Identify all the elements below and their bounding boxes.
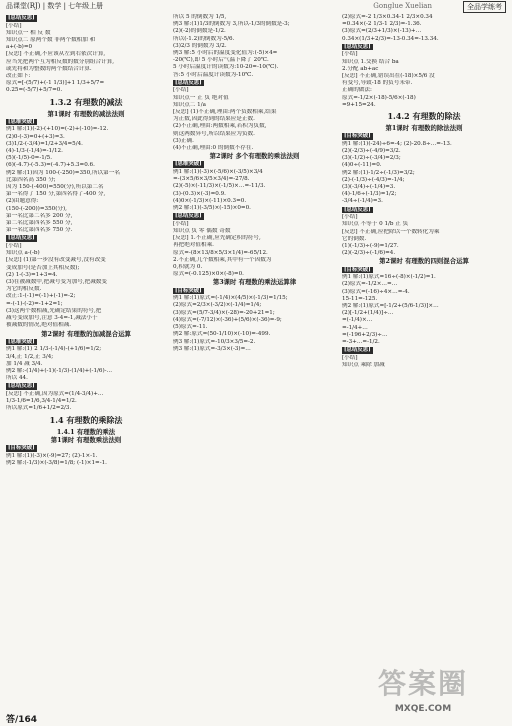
answer-line: (2)0-(-3)=0+(+3)=3. — [6, 133, 65, 140]
answer-line: (5)(-1/5)-0=-1/5. — [6, 155, 52, 162]
answer-line: (3)(-1/2)÷(-3/4)=2/3; — [342, 155, 401, 162]
answer-line: [反思] 不正确,因为原式=(1/4-3/4)+… — [6, 390, 104, 397]
answer-line: 例3 解:(1)原式=-3/3×(-3)=… — [173, 345, 251, 352]
answer-line: (4)原式=(-7/12)×(-36)+(5/6)×(-36)=-9; — [173, 316, 282, 323]
answer-line: 0.34×(1/3+2/3)=-13-0.34=-13.34. — [342, 35, 439, 42]
answer-line: 例1 解:(1)原式=(-1/4)×(4/5)×(-1/3)=1/15; — [173, 295, 288, 302]
answer-line: 所以 44. — [6, 375, 28, 382]
answer-line: 15-11=-125. — [342, 295, 378, 302]
lesson-heading: 第1课时 有理数的除法法则 — [385, 124, 463, 133]
section-tag: [总结反思] — [175, 213, 202, 220]
answer-line: -20(℃),即 5 小时后气温下降了 20℃. — [173, 57, 269, 64]
answer-line: 加 1/4 减 3/4. — [6, 360, 43, 367]
answer-line: (3)在被减数中,把减号变为加号,把减数变 — [6, 279, 107, 286]
answer-line: 它的倒数. — [342, 235, 367, 242]
answer-line: 2.不正确,几个数相乘,其中有一个因数为 — [173, 256, 272, 263]
answer-line: [小结] — [173, 220, 189, 227]
section-tag: [目标突破] — [344, 133, 371, 140]
header-book-title: 品课堂(RJ) | 数学 | 七年级上册 — [6, 2, 104, 10]
answer-line: 第一名比第二名多 200 分, — [6, 212, 73, 219]
header-brand-box: 全品学练考 — [463, 1, 506, 13]
answer-line: (150-(-200))=350(分), — [6, 205, 67, 212]
answer-line: =9+15=24. — [342, 101, 376, 108]
answer-line: (2) 1-(-3)=1+3=4. — [6, 271, 58, 278]
answer-line: 有变号,导致-18 的负号未带. — [342, 80, 413, 87]
answer-line: 例1 解:(1)(-2)-(+10)=(-2)+(-10)=-12. — [6, 126, 109, 133]
answer-line: 知识点 乘除 加减 — [342, 362, 385, 369]
section-tag: [总结反思] — [8, 235, 35, 242]
lesson-heading: 第2课时 有理数的加减混合运算 — [41, 329, 131, 338]
answer-line: 例2 解:(1)原式=[-1/2+(5/6-1/3)]×… — [342, 303, 439, 310]
answer-column-right — [342, 14, 506, 369]
answer-line: (3)这两个数相减,先确定结果的符号,把 — [6, 307, 102, 314]
header-middle-text: Gonglue Xuelian — [373, 2, 432, 10]
watermark-site: MXQE.COM — [394, 704, 452, 714]
section-tag: [目标突破] — [8, 444, 35, 451]
lesson-heading: 第3课时 有理数的乘法运算律 — [212, 278, 297, 287]
answer-line: (4)不正确,理由:0 的倒数不存在. — [173, 145, 254, 152]
answer-line: 例2 解:-(1/4)+(-1)(-1/3)-(1/4)+(-1/6)-… — [6, 367, 113, 374]
answer-line: [反思] 不正确,应把除以一个数转化为乘 — [342, 228, 440, 235]
answer-line: 3/4,正 1/2,正 3/4; — [6, 353, 54, 360]
section-tag: [目标突破] — [344, 266, 371, 273]
answer-line: 所以 5 的倒数为 1/5, — [173, 14, 227, 20]
answer-line: (2)由题意得: — [6, 198, 39, 205]
lesson-heading: 1.4.1 有理数的乘法 — [56, 427, 116, 436]
answer-line: 被减数的情况,绝对值相减. — [6, 322, 72, 329]
answer-line: 改正:1-(-1)=(-1)+(-1)=-2; — [6, 293, 76, 300]
answer-line: (2)(-2)的倒数是-1/2. — [173, 28, 226, 35]
answer-line: [反思] 不正确,错误出在(-18)×5/6 没 — [342, 73, 435, 80]
section-tag: [思维突破] — [8, 118, 35, 125]
answer-line: 例1 解:(1)(-24)÷6=-4; (2)-20.8÷…=-13. — [342, 140, 452, 147]
answer-line: 变成加号(是否加上其相反数); — [6, 264, 80, 271]
answer-line: 正确的做法: — [342, 87, 372, 94]
answer-line: [小结] — [342, 51, 358, 58]
section-tag: [总结反思] — [8, 383, 35, 390]
answer-line: [反思] 不正确,不应该从左到右依次计算, — [6, 51, 106, 58]
answer-line: (4)0÷(-11)=0. — [342, 162, 382, 169]
answer-line: 为正数,因此得到的结果应是正数. — [173, 116, 255, 123]
answer-line: (2)(-2/3)÷(-4/9)=3/2. — [342, 148, 401, 155]
answer-line: 原式=[-(5/7)+(-1 1/3)]+1 1/3+5/7= — [6, 80, 105, 87]
page-header — [0, 0, 512, 12]
answer-line: (4)-1/6÷(-1/3)=1/2; — [342, 191, 397, 198]
answer-line: (3)(-3/4)÷(-1/4)=3. — [342, 184, 396, 191]
answer-line: 0,积就为 0. — [173, 264, 203, 271]
answer-line: [反思] (1)第一步没有改变减号,没有改变 — [6, 257, 106, 264]
answer-line: (2)(-2/3)÷(-1/6)=4. — [342, 250, 396, 257]
answer-line: 例1 解:(1)原式=16÷(-8)×(-1/2)=1. — [342, 274, 436, 281]
section-heading: 1.4 有理数的乘除法 — [49, 414, 123, 425]
answer-line: =(-1/4)×… — [342, 317, 373, 324]
answer-line: [反思] 1.不正确,应先确定积的符号, — [173, 235, 261, 242]
answer-line: =-(3×5/6×3/5×3/4)=-27/8. — [173, 176, 250, 183]
answer-line: [小结] — [6, 22, 22, 29]
answer-line: [小结] — [6, 243, 22, 250]
answer-line: 比第四名高 350 分; — [6, 176, 56, 183]
answer-line: 为它的相反数. — [6, 286, 42, 293]
answer-line: 或先将和为整数的两个数结合计算. — [6, 65, 92, 72]
answer-line: -3/4÷(-1/4)=3. — [342, 198, 383, 205]
answer-line: [小结] — [342, 354, 358, 361]
answer-line: 则这两数异号,所以结果应为负数. — [173, 130, 255, 137]
answer-line: (2)不正确,理由:两数相乘,若积为负数, — [173, 123, 267, 130]
answer-line: =0.34×(-2 1/3-1 2/3)=-1.36. — [342, 21, 422, 28]
answer-line: 例3 解:(1)1/3的倒数为 3,所以-1/3的倒数是-3; — [173, 21, 290, 28]
answer-line: 知识点二 原两个数 非两个数相加 和 — [6, 37, 96, 43]
answer-line: (3)2/3 的倒数为 3/2. — [173, 42, 227, 49]
answer-line: (3)原式=(5/7-3/4)×(-28)=-20+21=1; — [173, 309, 275, 316]
answer-line: (3)原式=(2/3+1/3)×(-13)+… — [342, 28, 422, 35]
answer-line: (3)原式=(-16)÷4×…=-4. — [342, 288, 410, 295]
answer-line: 知识点一 正 负 绝对值 — [173, 94, 229, 101]
answer-line: 0.25=(-5/7)+5/7=0. — [6, 87, 63, 94]
answer-line: 所以原式=1/6+1/2=2/3. — [6, 405, 72, 412]
answer-line: (3)1/2-(-3/4)=1/2+3/4=5/4. — [6, 140, 83, 147]
section-tag: [总结反思] — [344, 206, 371, 213]
answer-line: =-(-1)-(-2)=-1+2=1; — [6, 300, 63, 307]
answer-line: 第一名得了 150 分,第四名得了-400 分, — [6, 191, 106, 198]
answer-line: (2)(-5)×(-11/3)×(-1/5)×…=-11/3. — [173, 183, 266, 190]
answer-line: 5 小时后温度计的读数为:10-20=-10(℃). — [173, 64, 279, 71]
answer-line: (3)-(0.3)×(-3)=0.9. — [173, 190, 226, 197]
answer-line: a+(-b)=0 — [6, 44, 33, 51]
answer-line: (2)原式=-1/2×…=… — [342, 281, 398, 288]
answer-line: 所以(-1.2)的倒数为-5/6. — [173, 35, 235, 42]
answer-line: =-3+…=-1/2. — [342, 339, 380, 346]
lesson-heading: 第2课时 多个有理数的乘法法则 — [209, 152, 300, 161]
section-heading: 1.4.2 有理数的除法 — [387, 111, 461, 122]
answer-line: 原式=-1/2×(-18)-5/6×(-18) — [342, 94, 416, 101]
answer-line: 例2 解:(-1/3)×(-3/8)=1/8; (-1)×1=-1. — [6, 459, 107, 466]
answer-line: (5)原式=-11. — [173, 324, 208, 331]
answer-line: 知识点一 相 反 数 — [6, 29, 51, 36]
answer-line: 减号变成加号,注意 3-4=-1,减法小于 — [6, 315, 98, 322]
answer-line: 原式=-(8×13/8×5/3×1/4)=-65/12. — [173, 249, 268, 256]
answer-line: 2.分配 ab+ac — [342, 65, 379, 72]
section-tag: [总结反思] — [8, 15, 35, 21]
section-tag: [目标突破] — [175, 287, 202, 294]
answer-line: 例2 解:(1)-1/2÷(-1/3)=3/2; — [342, 169, 415, 176]
answer-line: 1/3-1/6=1/6,3/4-1/4=1/2. — [6, 398, 77, 405]
answer-line: 原式=(-0.125)×0×(-8)=0. — [173, 271, 244, 278]
answer-line: (2)-(-1/3)÷(-4/3)=-1/4; — [342, 176, 405, 183]
section-heading: 1.3.2 有理数的减法 — [49, 96, 123, 107]
answer-line: 例3 解:5 小时后的温度变化值为:(-5)×4= — [173, 50, 278, 57]
answer-line: 例2 解:(1)因为 100-(-250)=350,所以第一名 — [6, 169, 120, 176]
answer-line: 再把绝对值相乘. — [173, 242, 214, 249]
answer-line: (2)原式=2/3×(-3/2)×(-1/4)=1/4; — [173, 302, 262, 309]
answer-line: 例2 解:原式=(50-1/10)×(-10)=-499. — [173, 331, 271, 338]
answer-line: 知识点 负 零 偶数 奇数 — [173, 228, 231, 235]
answer-line: 知识点二 1/a — [173, 101, 206, 108]
watermark-logo — [338, 666, 508, 714]
section-tag: [总结反思] — [344, 43, 371, 50]
section-tag: [总结反思] — [175, 79, 202, 86]
answer-column-left — [6, 14, 166, 467]
answer-line: (6)(-4.7)-(-5.3)=(-4.7)+5.3=0.6. — [6, 162, 95, 169]
answer-line: 答:5 小时后温度计读数为-10℃. — [173, 71, 254, 78]
answer-column-middle — [173, 14, 336, 353]
answer-line: [反思] (1)不正确,理由:两个负数相乘,结果 — [173, 109, 277, 116]
section-tag: [思维突破] — [8, 338, 35, 345]
section-tag: [总结反思] — [344, 347, 371, 354]
answer-line: 例1 解:(1)(-3)×(-5/6)×(-3/5)×3/4 — [173, 169, 263, 176]
answer-line: (2)[-1/2+(1/4)]÷… — [342, 310, 394, 317]
answer-line: 知识点 a-(-b) — [6, 250, 40, 257]
section-tag: [思维突破] — [175, 161, 202, 168]
answer-line: 第二名比第四名多 550 分, — [6, 220, 73, 227]
answer-line: =-1/4+… — [342, 324, 368, 331]
answer-line: 因为 150-(-400)=550(分),所以第二名 — [6, 184, 104, 191]
answer-line: [小结] — [173, 87, 189, 94]
lesson-heading: 第1课时 有理数乘法法则 — [50, 435, 122, 444]
answer-line: (4)-1/3-(-1/4)=-1/12. — [6, 148, 63, 155]
answer-line: [小结] — [342, 214, 358, 221]
answer-line: (3)正确. — [173, 137, 194, 144]
page-number: 答/164 — [6, 715, 38, 725]
answer-line: 例2 解:(1)(-3/5)×(-15)×0=0. — [173, 205, 251, 212]
answer-line: 例1 解:(1)(-3)×(-9)=27; (2)-1×-1. — [6, 452, 98, 459]
answer-line: 知识点 1.交换 结合 ba — [342, 58, 399, 65]
answer-line: 第一名比第四名多 750 分. — [6, 227, 73, 234]
answer-line: (2)原式=-2 1/3×0.34-1 2/3×0.34 — [342, 14, 433, 20]
watermark-stamp: 答案圈 — [377, 667, 468, 700]
answer-line: (1)(-1/3)÷(-9)=1/27. — [342, 243, 399, 250]
answer-line: 知识点 不等于 0 1/b 正 负 — [342, 221, 409, 228]
lesson-heading: 第1课时 有理数的减法法则 — [47, 109, 125, 118]
answer-line: 例1 解:(1) 2 1/3-(-1/4)-(+1/6)=1/2; — [6, 346, 102, 353]
lesson-heading: 第2课时 有理数的四则混合运算 — [379, 257, 469, 266]
answer-line: =(-196+2/3)÷… — [342, 331, 388, 338]
answer-line: 例3 解:(1)原式=-10/3×3/5=-2. — [173, 338, 256, 345]
answer-line: 改正如下: — [6, 73, 31, 80]
answer-line: 应当先把两个互为相反数的数分别组合计算, — [6, 58, 115, 65]
answer-line: (4)0×(-1/3)×(-11)×0.3=0. — [173, 197, 247, 204]
